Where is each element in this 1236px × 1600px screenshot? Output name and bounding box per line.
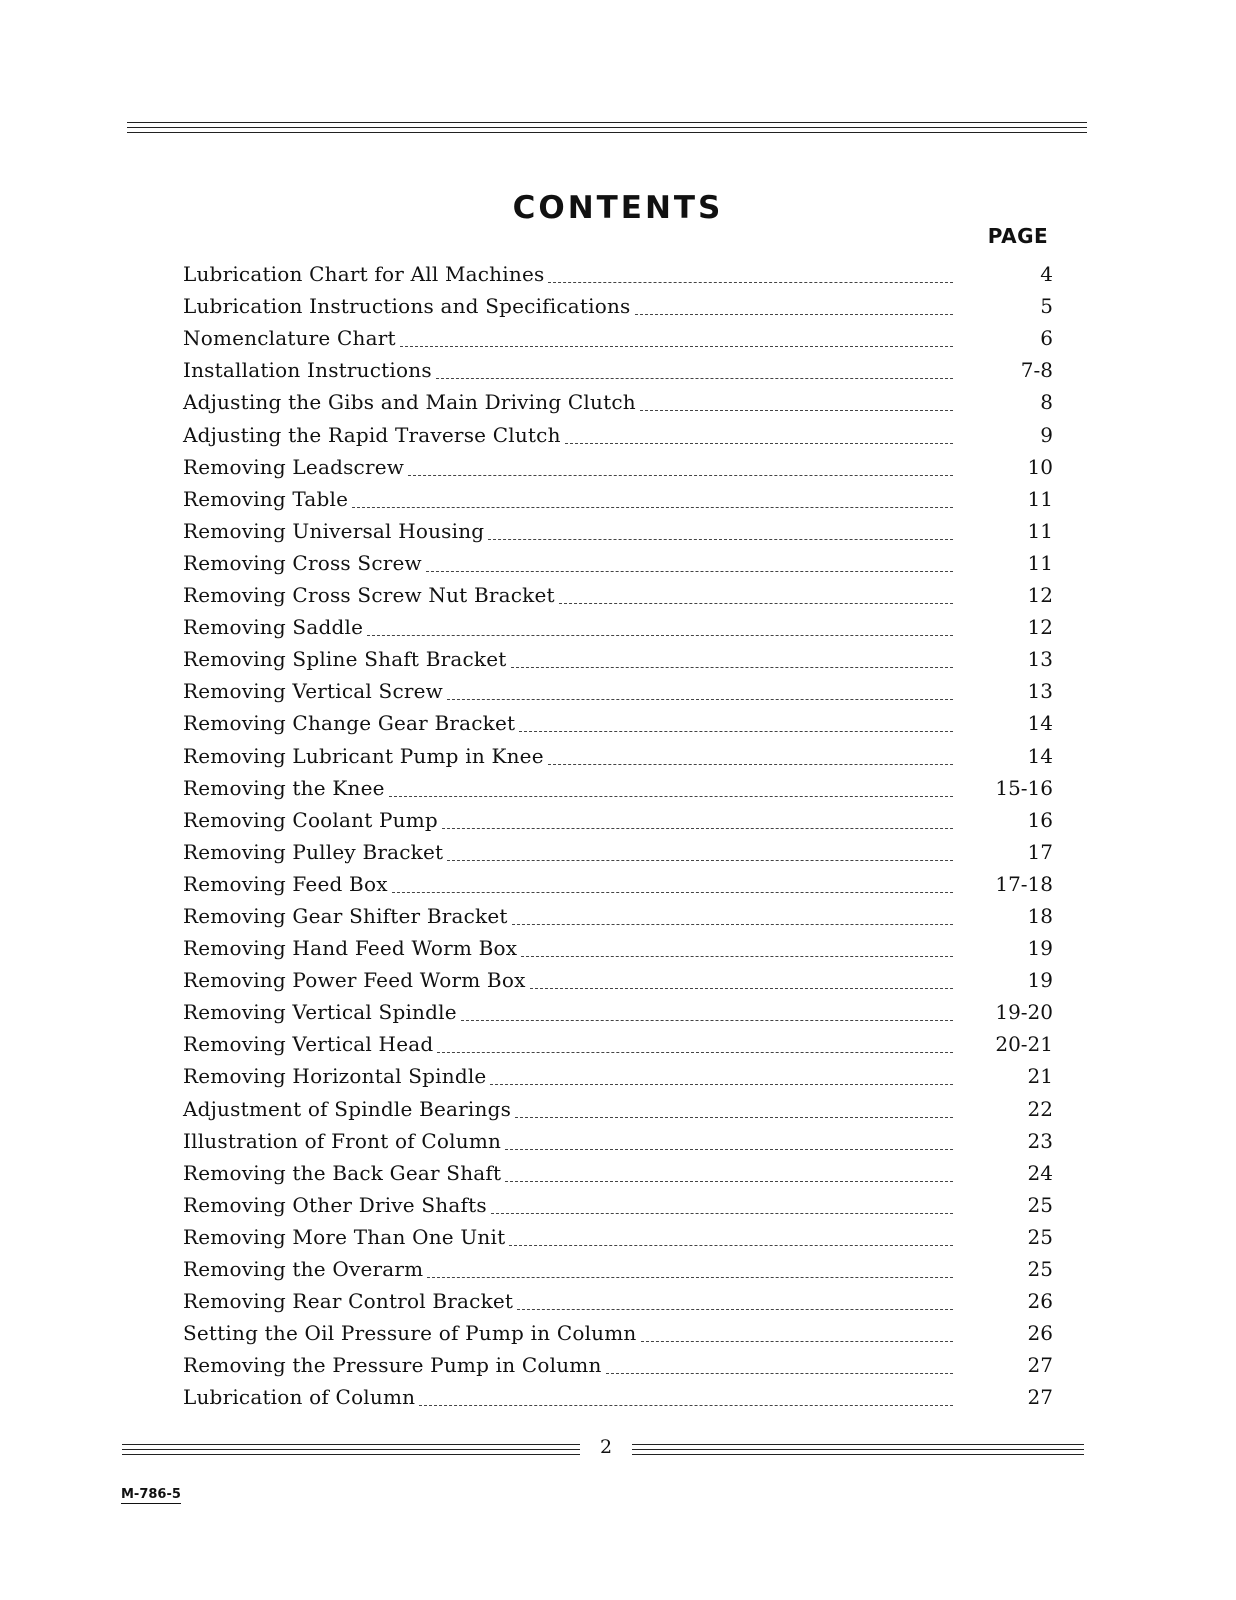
toc-entry: [183, 900, 1053, 932]
toc-entry-page: 4: [1040, 262, 1053, 287]
toc-entry-title: Removing Vertical Spindle: [183, 1000, 457, 1025]
toc-entry: [183, 1221, 1053, 1253]
toc-entry: [183, 451, 1053, 483]
toc-entry-title: Removing the Knee: [183, 775, 385, 800]
toc-entry: [183, 1317, 1053, 1349]
toc-entry: [183, 804, 1053, 836]
toc-entry: [183, 1028, 1053, 1060]
toc-entry: [183, 258, 1053, 290]
toc-entry: [183, 964, 1053, 996]
dot-leader: [509, 1245, 953, 1246]
toc-entry-title: Removing Horizontal Spindle: [183, 1064, 487, 1089]
dot-leader: [367, 635, 953, 636]
toc-entry-title: Removing Feed Box: [183, 871, 388, 896]
footer-rule-left: [122, 1444, 580, 1456]
toc-entry: [183, 611, 1053, 643]
dot-leader: [640, 410, 953, 411]
document-code: M-786-5: [121, 1487, 181, 1502]
toc-entry-page: 24: [1027, 1160, 1053, 1185]
dot-leader: [490, 1084, 953, 1085]
dot-leader: [515, 1117, 953, 1118]
toc-entry-page: 11: [1027, 486, 1053, 511]
toc-entry-title: Removing Leadscrew: [183, 454, 405, 479]
toc-entry-title: Removing Power Feed Worm Box: [183, 968, 526, 993]
toc-entry-title: Adjusting the Rapid Traverse Clutch: [183, 422, 561, 447]
toc-entry-title: Removing Cross Screw: [183, 550, 422, 575]
toc-entry-page: 23: [1027, 1128, 1053, 1153]
page-title: CONTENTS: [512, 190, 724, 226]
toc-entry: [183, 1189, 1053, 1221]
toc-entry-page: 11: [1027, 550, 1053, 575]
dot-leader: [548, 282, 953, 283]
dot-leader: [442, 828, 953, 829]
toc-entry-page: 10: [1027, 454, 1053, 479]
toc-entry-title: Lubrication of Column: [183, 1385, 416, 1410]
toc-entry-title: Removing Coolant Pump: [183, 807, 438, 832]
toc-entry-page: 14: [1027, 711, 1053, 736]
toc-entry: [183, 547, 1053, 579]
toc-entry: [183, 707, 1053, 739]
dot-leader: [505, 1149, 953, 1150]
toc-entry-title: Removing the Overarm: [183, 1257, 424, 1281]
dot-leader: [517, 1309, 953, 1310]
dot-leader: [491, 1213, 953, 1214]
toc-entry: [183, 354, 1053, 386]
toc-entry: [183, 1092, 1053, 1124]
toc-entry-title: Removing Lubricant Pump in Knee: [183, 743, 544, 768]
dot-leader: [606, 1373, 953, 1374]
toc-entry-title: Removing More Than One Unit: [183, 1224, 506, 1249]
toc-entry-title: Adjusting the Gibs and Main Driving Clutch: [183, 390, 636, 415]
dot-leader: [519, 731, 953, 732]
dot-leader: [641, 1341, 954, 1342]
toc-entry-title: Removing Vertical Head: [183, 1032, 434, 1057]
toc-entry-title: Removing Cross Screw Nut Bracket: [183, 583, 555, 608]
dot-leader: [400, 346, 953, 347]
toc-entry-page: 13: [1027, 679, 1053, 704]
toc-entry-title: Removing Spline Shaft Bracket: [183, 647, 507, 672]
dot-leader: [419, 1405, 953, 1406]
toc-entry-page: 19: [1027, 936, 1053, 961]
toc-entry: [183, 868, 1053, 900]
toc-entry: [183, 1253, 1053, 1285]
dot-leader: [565, 443, 953, 444]
toc-entry-title: Removing Table: [183, 486, 349, 511]
dot-leader: [427, 1277, 953, 1278]
toc-entry-title: Removing Hand Feed Worm Box: [183, 936, 518, 961]
toc-entry-page: 21: [1027, 1064, 1053, 1089]
dot-leader: [408, 475, 953, 476]
footer-rule-right: [632, 1444, 1084, 1456]
toc-entry-title: Illustration of Front of Column: [183, 1128, 502, 1153]
toc-entry-page: 7-8: [1020, 358, 1053, 383]
toc-entry-page: 16: [1027, 807, 1053, 832]
toc-entry-title: Removing Vertical Screw: [183, 679, 443, 704]
toc-entry-page: 12: [1027, 583, 1053, 608]
dot-leader: [511, 667, 954, 668]
dot-leader: [461, 1020, 953, 1021]
dot-leader: [352, 507, 953, 508]
toc-entry: [183, 772, 1053, 804]
toc-entry: [183, 1060, 1053, 1092]
toc-entry-title: Removing Universal Housing: [183, 518, 485, 543]
toc-entry-page: 17: [1027, 839, 1053, 864]
toc-entry-page: 22: [1027, 1096, 1053, 1121]
dot-leader: [488, 539, 953, 540]
toc-entry: [183, 1381, 1053, 1413]
toc-entry-page: 11: [1027, 518, 1053, 543]
toc-entry-page: 12: [1027, 615, 1053, 640]
dot-leader: [548, 764, 953, 765]
toc-entry-page: 19-20: [995, 1000, 1053, 1025]
top-rule: [127, 122, 1087, 136]
toc-entry-title: Removing Pulley Bracket: [183, 839, 444, 864]
toc-entry-title: Removing Gear Shifter Bracket: [183, 903, 508, 928]
toc-entry: [183, 515, 1053, 547]
toc-entry-title: Removing Change Gear Bracket: [183, 711, 516, 736]
toc-entry-page: 26: [1027, 1289, 1053, 1314]
toc-entry: [183, 290, 1053, 322]
toc-entry: [183, 739, 1053, 771]
toc-entry-page: 26: [1027, 1321, 1053, 1346]
toc-entry-page: 13: [1027, 647, 1053, 672]
toc-entry: [183, 386, 1053, 418]
toc-entry-title: Lubrication Chart for All Machines: [183, 262, 545, 287]
toc-entry-title: Setting the Oil Pressure of Pump in Column: [183, 1321, 637, 1346]
toc-entry: [183, 675, 1053, 707]
dot-leader: [505, 1181, 953, 1182]
toc-entry: [183, 579, 1053, 611]
toc-entry: [183, 1349, 1053, 1381]
toc-entry-title: Removing Other Drive Shafts: [183, 1192, 487, 1217]
toc-entry-title: Removing Saddle: [183, 615, 364, 640]
toc-entry-page: 6: [1040, 326, 1053, 351]
dot-leader: [447, 860, 953, 861]
toc-entry-title: Adjustment of Spindle Bearings: [183, 1096, 512, 1121]
dot-leader: [447, 699, 953, 700]
toc-entry-title: Installation Instructions: [183, 358, 432, 383]
toc-entry-title: Removing Rear Control Bracket: [183, 1289, 514, 1314]
toc-entry-page: 14: [1027, 743, 1053, 768]
dot-leader: [559, 603, 953, 604]
toc-entry-page: 15-16: [995, 775, 1053, 800]
toc-entry-title: Removing the Back Gear Shaft: [183, 1160, 502, 1185]
toc-entry-title: Lubrication Instructions and Specifications: [183, 294, 631, 319]
toc-entry: [183, 836, 1053, 868]
toc-entry-page: 25: [1027, 1257, 1053, 1281]
dot-leader: [635, 314, 953, 315]
dot-leader: [530, 988, 953, 989]
toc-entry-page: 19: [1027, 968, 1053, 993]
toc-entry-page: 27: [1027, 1353, 1053, 1378]
page-column-header: PAGE: [987, 224, 1049, 248]
dot-leader: [512, 924, 953, 925]
table-of-contents: [183, 258, 1053, 1413]
toc-entry: [183, 996, 1053, 1028]
toc-entry-page: 25: [1027, 1224, 1053, 1249]
toc-entry: [183, 1125, 1053, 1157]
dot-leader: [436, 378, 953, 379]
dot-leader: [521, 956, 953, 957]
toc-entry-page: 18: [1027, 903, 1053, 928]
toc-entry-page: 20-21: [995, 1032, 1053, 1057]
toc-entry: [183, 932, 1053, 964]
toc-entry-page: 17-18: [995, 871, 1053, 896]
toc-entry: [183, 643, 1053, 675]
toc-entry-page: 25: [1027, 1192, 1053, 1217]
dot-leader: [426, 571, 953, 572]
toc-entry-page: 8: [1040, 390, 1053, 415]
toc-entry: [183, 1285, 1053, 1317]
dot-leader: [392, 892, 953, 893]
toc-entry-title: Removing the Pressure Pump in Column: [183, 1353, 602, 1378]
toc-entry-page: 27: [1027, 1385, 1053, 1410]
toc-entry-page: 9: [1040, 422, 1053, 447]
toc-entry-title: Nomenclature Chart: [183, 326, 396, 351]
toc-entry: [183, 483, 1053, 515]
toc-entry-page: 5: [1040, 294, 1053, 319]
dot-leader: [389, 796, 953, 797]
toc-entry: [183, 1157, 1053, 1189]
page-number: 2: [599, 1436, 613, 1458]
toc-entry: [183, 322, 1053, 354]
toc-entry: [183, 418, 1053, 450]
dot-leader: [437, 1052, 953, 1053]
